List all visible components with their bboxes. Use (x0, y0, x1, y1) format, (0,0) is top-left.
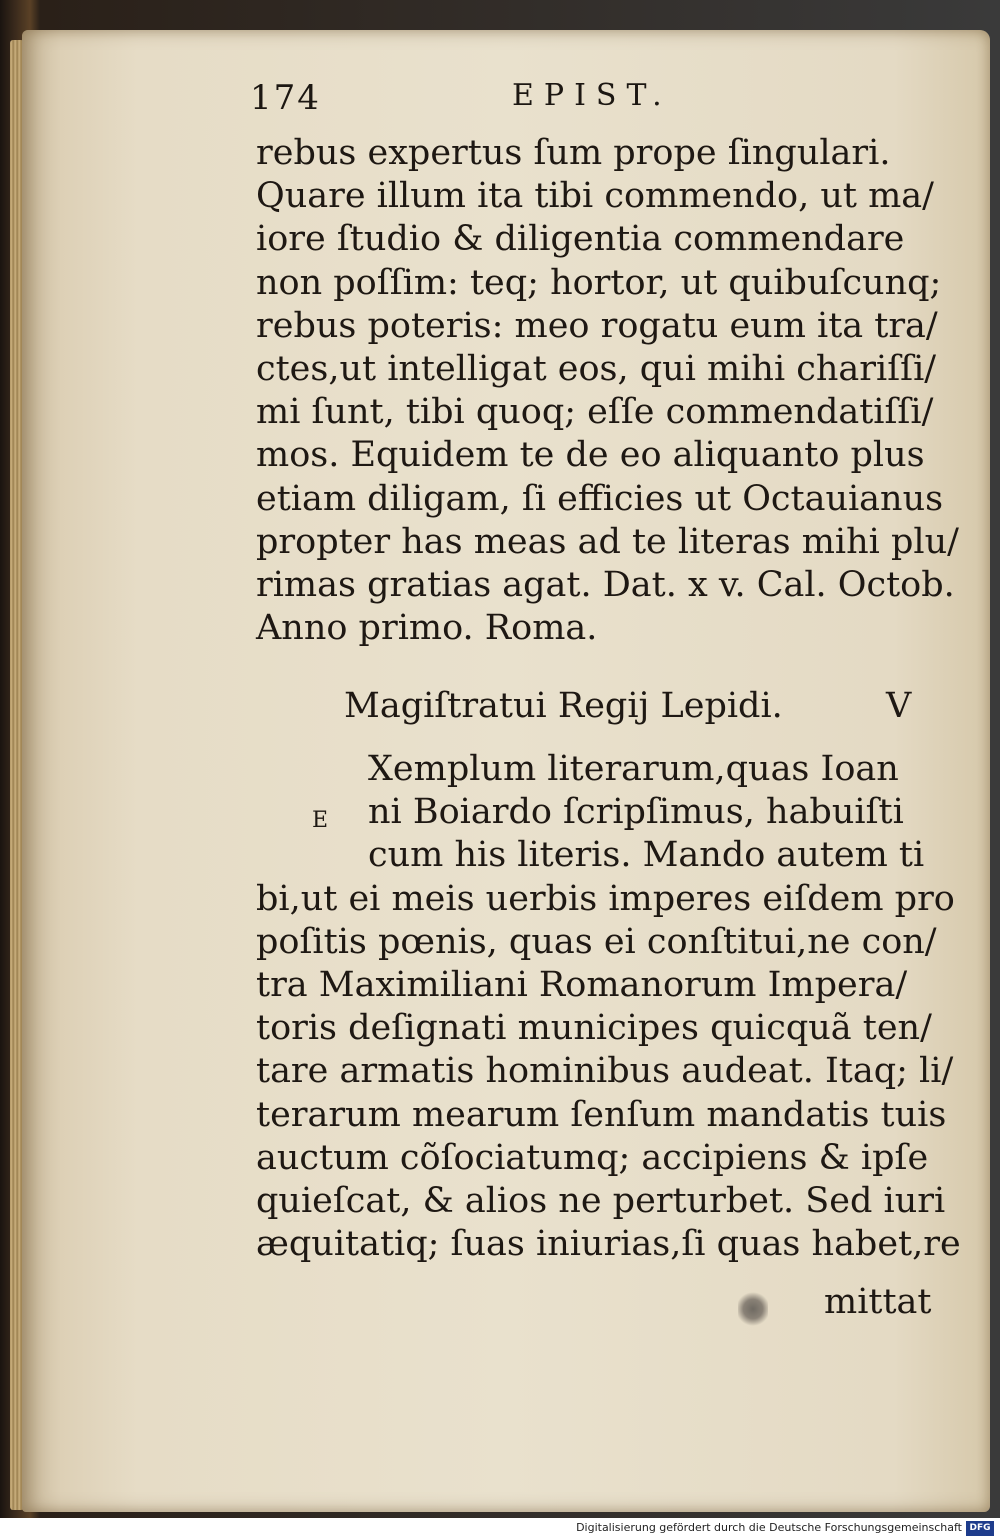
text-line: rimas gratias agat. Dat. x v. Cal. Octob. (256, 564, 955, 605)
text-line: Anno primo. Roma. (256, 608, 598, 649)
ink-stain (738, 1290, 768, 1328)
catchword: mittat (824, 1282, 932, 1322)
text-line: ctes,ut intelligat eos, qui mihi chariſſi/ (256, 348, 937, 389)
text-line: quieſcat, & alios ne perturbet. Sed iuri (256, 1180, 946, 1221)
letter-2-text (256, 748, 961, 1266)
text-line: Xemplum literarum,quas Ioan (368, 749, 899, 789)
text-line: propter has meas ad te literas mihi plu/ (256, 521, 959, 562)
text-line: cum his literis. Mando autem ti (368, 835, 925, 876)
text-line: poſitis pœnis, quas ei conſtitui,ne con/ (256, 921, 937, 962)
text-line: mos. Equidem te de eo aliquanto plus (256, 435, 925, 476)
letter-heading-title: Magiſtratui Regij Lepidi. (344, 686, 783, 726)
text-line: tare armatis hominibus audeat. Itaq; li/ (256, 1051, 954, 1092)
running-head (250, 78, 690, 128)
text-line: rebus expertus ſum prope ſingulari. (256, 133, 891, 173)
running-title: EPIST. (512, 78, 672, 113)
digitization-footer (0, 1518, 1000, 1540)
text-line: iore ſtudio & diligentia commendare (256, 219, 905, 260)
letter-number: V (886, 686, 912, 726)
initial-letter: E (312, 808, 329, 833)
letter-1-text (256, 132, 959, 650)
text-line: æquitatiq; ſuas iniurias,ſi quas habet,re (256, 1224, 961, 1265)
text-line: terarum mearum ſenſum mandatis tuis (256, 1094, 947, 1135)
footer-credit: Digitalisierung gefördert durch die Deutsche Forschungsgemeinschaft (576, 1521, 962, 1534)
text-line: toris deſignati municipes quicquã ten/ (256, 1008, 932, 1049)
text-line: Quare illum ita tibi commendo, ut ma/ (256, 176, 934, 217)
text-line: non poſſim: teq; hortor, ut quibuſcunq; (256, 262, 942, 303)
text-line: auctum cõſociatumq; accipiens & ipſe (256, 1137, 929, 1178)
text-line: ni Boiardo ſcripſimus, habuiſti (368, 792, 904, 833)
text-line: rebus poteris: meo rogatu eum ita tra/ (256, 305, 938, 346)
dfg-logo-icon: DFG (966, 1521, 994, 1536)
text-line: tra Maximiliani Romanorum Impera/ (256, 964, 908, 1005)
page-number: 174 (250, 78, 321, 118)
letter-heading (256, 686, 916, 736)
text-line: etiam diligam, ſi efficies ut Octauianus (256, 478, 944, 519)
text-line: mi ſunt, tibi quoq; eſſe commendatiſſi/ (256, 392, 934, 433)
text-line: bi,ut ei meis uerbis imperes eiſdem pro (256, 878, 955, 919)
